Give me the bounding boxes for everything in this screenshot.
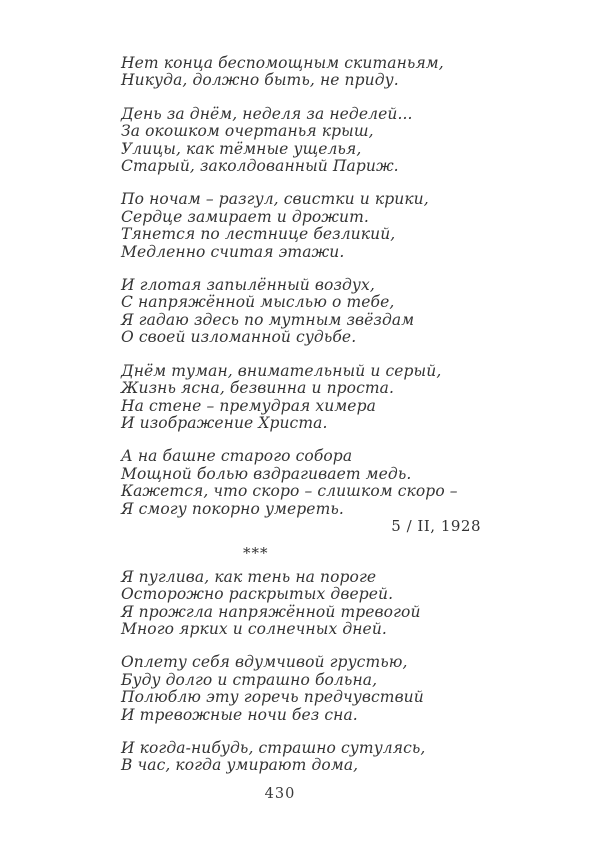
stanza [121, 654, 481, 724]
poem-line: Улицы, как тёмные ущелья, [121, 139, 362, 158]
poem-line: В час, когда умирают дома, [121, 756, 359, 775]
poem-line: По ночам – разгул, свистки и крики, [121, 190, 429, 209]
page-number: 430 [264, 786, 296, 802]
stanza [121, 55, 481, 90]
poem-line: А на башне старого собора [121, 447, 353, 466]
stanza [121, 191, 481, 261]
poem-line: Много ярких и солнечных дней. [121, 619, 387, 638]
poem-1 [121, 55, 481, 518]
poem-line: Медленно считая этажи. [121, 242, 345, 261]
poem-2 [121, 569, 481, 775]
poem-line: И глотая запылённый воздух, [121, 276, 375, 295]
poem-date-line: 5 / II, 1928 [391, 516, 481, 535]
poem-line: С напряжённой мыслью о тебе, [121, 293, 395, 312]
poem-line: О своей изломанной судьбе. [121, 328, 357, 347]
poem-line: За окошком очертанья крыш, [121, 122, 374, 141]
stanza [121, 569, 481, 639]
stanza [121, 448, 481, 518]
poem-line: Нет конца беспомощным скитаньям, [121, 54, 444, 72]
poem-line: Сердце замирает и дрожит. [121, 207, 369, 226]
poem-line: День за днём, неделя за неделей... [121, 104, 413, 123]
poem-separator: *** [243, 544, 269, 563]
poem-line: И когда-нибудь, страшно сутулясь, [121, 739, 426, 757]
stanza [121, 106, 481, 176]
poem-line: Тянется по лестнице безликий, [121, 225, 396, 244]
poem-line: Полюблю эту горечь предчувствий [121, 688, 424, 707]
poem-line: Мощной болью вздрагивает медь. [121, 464, 412, 483]
poem-line: Старый, заколдованный Париж. [121, 157, 399, 176]
poem-line: Никуда, должно быть, не приду. [121, 71, 399, 90]
poem-line: Буду долго и страшно больна, [121, 670, 378, 689]
poem-line: Оплету себя вдумчивой грустью, [121, 653, 408, 672]
stanza [121, 740, 481, 775]
poem-line: Я прожгла напряжённой тревогой [121, 602, 421, 621]
poem-line: Кажется, что скоро – слишком скоро – [121, 482, 458, 501]
poem-line: И изображение Христа. [121, 413, 328, 432]
poem-line: Днём туман, внимательный и серый, [121, 361, 442, 380]
poem-line: И тревожные ночи без сна. [121, 705, 358, 724]
poem-line: Я гадаю здесь по мутным звёздам [121, 310, 415, 329]
stanza [121, 277, 481, 347]
poem-line: Я пуглива, как тень на пороге [121, 567, 377, 586]
poem-line: На стене – премудрая химера [121, 396, 376, 415]
poem-line: Жизнь ясна, безвинна и проста. [121, 379, 395, 398]
text-column [121, 55, 481, 775]
poem-line: Осторожно раскрытых дверей. [121, 585, 394, 604]
stanza [121, 363, 481, 433]
poem-line: Я смогу покорно умереть. [121, 499, 344, 518]
